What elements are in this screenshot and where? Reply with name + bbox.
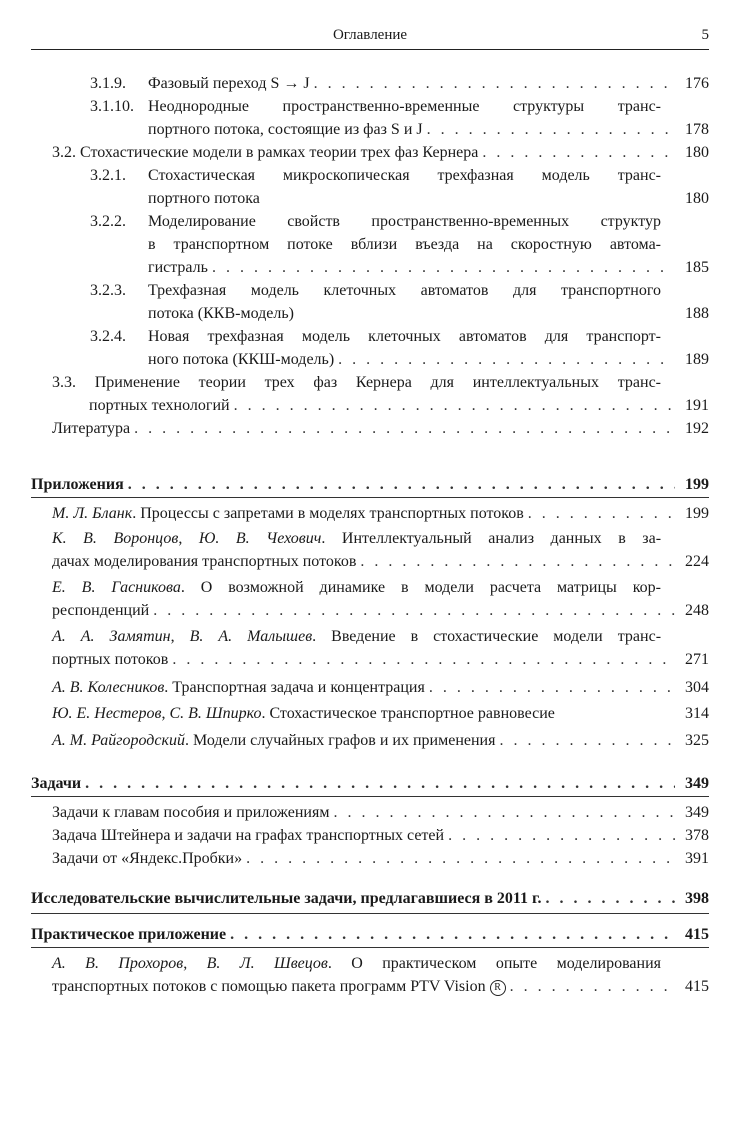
toc-entry-title-line: Новая трехфазная модель клеточных автоматов для транспорт-	[148, 328, 661, 345]
leader-dots	[478, 141, 675, 164]
toc-entry-nesterov[interactable]	[52, 702, 709, 725]
toc-entry-page: 349	[685, 804, 709, 821]
toc-entry-title-line	[52, 952, 661, 975]
toc-entry-page: 271	[685, 651, 709, 668]
toc-entry-yandex[interactable]	[52, 847, 709, 870]
toc-entry-title-line: Неоднородные пространственно-временные структуры транс-	[148, 98, 661, 115]
toc-entry-number: 3.2.2.	[90, 213, 126, 230]
toc-entry-title: . Модели случайных графов и их применения	[184, 732, 496, 749]
entry-author: К. В. Воронцов	[52, 530, 179, 547]
toc-entry-kolesnikov[interactable]	[52, 676, 709, 699]
toc-entry-page: 248	[685, 602, 709, 619]
toc-entry-title: портного потока, состоящие из фаз S и J	[148, 121, 423, 138]
toc-entry-title: Литература	[52, 420, 131, 437]
toc-section-research[interactable]	[31, 887, 709, 910]
toc-section-practical[interactable]	[31, 923, 709, 946]
toc-entry-page: 192	[685, 420, 709, 437]
toc-entry-prokhorov[interactable]	[52, 975, 709, 998]
leader-dots	[208, 256, 675, 279]
section-divider	[31, 796, 709, 797]
toc-entry-page: 415	[685, 978, 709, 995]
entry-author: А. А. Замятин	[52, 628, 171, 645]
toc-section-title: Задачи	[31, 775, 82, 792]
toc-entry-title: портных потоков	[52, 651, 169, 668]
toc-entry-3-2-1[interactable]	[148, 187, 709, 210]
toc-entry-page: 185	[685, 259, 709, 276]
toc-entry-title: Задача Штейнера и задачи на графах транспортных сетей	[52, 827, 445, 844]
toc-entry-tasks-chapters[interactable]	[52, 801, 709, 824]
toc-entry-3-1-10[interactable]	[148, 118, 709, 141]
toc-entry-title: . О возможной динамике в модели расчета матрицы кор-	[180, 579, 662, 596]
leader-dots	[356, 550, 675, 573]
toc-entry-literature[interactable]	[52, 417, 709, 440]
toc-entry-title: Фазовый переход S → J	[148, 75, 310, 92]
toc-section-page: 398	[685, 890, 709, 907]
toc-entry-page: 314	[685, 705, 709, 722]
toc-entry-title-line: Трехфазная модель клеточных автоматов для транспортного	[148, 282, 661, 299]
toc-entry-title-line	[52, 576, 661, 599]
toc-entry-3-3[interactable]	[89, 394, 709, 417]
toc-entry-page: 180	[685, 144, 709, 161]
toc-entry-3-2-4[interactable]	[148, 348, 709, 371]
toc-entry-page: 304	[685, 679, 709, 696]
section-divider	[31, 947, 709, 948]
toc-entry-title: . Процессы с запретами в моделях транспортных потоков	[132, 505, 524, 522]
leader-dots	[168, 648, 675, 671]
toc-entry-title: транспортных потоков с помощью пакета программ PTV Vision	[52, 978, 486, 995]
leader-dots	[524, 502, 675, 525]
toc-entry-title-line: Стохастическая микроскопическая трехфазная модель транс-	[148, 167, 661, 184]
leader-dots	[130, 417, 675, 440]
toc-section-page: 349	[685, 775, 709, 792]
toc-entry-title-line: в транспортном потоке вблизи въезда на скоростную автома-	[148, 236, 661, 253]
toc-entry-number: 3.2.4.	[90, 328, 126, 345]
toc-entry-title: портного потока	[148, 190, 260, 207]
toc-entry-title: . О практическом опыте моделирования	[327, 955, 661, 972]
section-divider	[31, 497, 709, 498]
leader-dots	[506, 975, 675, 998]
author-separator: ,	[183, 955, 207, 972]
toc-entry-number: 3.1.9.	[90, 75, 126, 92]
toc-entry-title: гистраль	[148, 259, 208, 276]
author-separator: ,	[170, 628, 190, 645]
toc-entry-title: 3.2. Стохастические модели в рамках теории трех фаз Кернера	[52, 144, 479, 161]
leader-dots	[425, 676, 675, 699]
leader-dots	[149, 599, 675, 622]
toc-entry-title-line: 3.3. Применение теории трех фаз Кернера для интеллектуальных транс-	[52, 374, 661, 391]
leader-dots	[226, 923, 675, 946]
toc-entry-number: 3.1.10.	[90, 98, 134, 115]
toc-entry-blank[interactable]	[52, 502, 709, 525]
toc-entry-title: ного потока (ККШ-модель)	[148, 351, 335, 368]
entry-author: Ю. В. Чехович	[198, 530, 322, 547]
toc-section-tasks[interactable]	[31, 772, 709, 795]
toc-section-page: 415	[685, 926, 709, 943]
leader-dots	[124, 473, 675, 496]
toc-section-title: Практическое приложение	[31, 926, 227, 943]
entry-author: А. В. Колесников	[52, 679, 165, 696]
toc-entry-title-line	[52, 625, 661, 648]
leader-dots	[541, 887, 675, 910]
toc-entry-page: 180	[685, 190, 709, 207]
toc-entry-page: 391	[685, 850, 709, 867]
toc-entry-3-1-9[interactable]	[148, 72, 709, 95]
toc-entry-3-2-2[interactable]	[148, 256, 709, 279]
author-separator: ,	[161, 705, 170, 722]
author-separator: ,	[178, 530, 199, 547]
leader-dots	[329, 801, 675, 824]
entry-author: С. В. Шпирко	[169, 705, 262, 722]
toc-entry-title: портных технологий	[89, 397, 230, 414]
toc-entry-title: . Стохастическое транспортное равновесие	[261, 705, 555, 722]
toc-entry-vorontsov[interactable]	[52, 550, 709, 573]
toc-entry-page: 199	[685, 505, 709, 522]
registered-mark-icon: R	[490, 980, 506, 996]
entry-author: М. Л. Бланк	[52, 505, 133, 522]
toc-entry-page: 176	[685, 75, 709, 92]
toc-entry-page: 191	[685, 397, 709, 414]
toc-entry-page: 378	[685, 827, 709, 844]
toc-entry-title: дачах моделирования транспортных потоков	[52, 553, 357, 570]
leader-dots	[230, 394, 675, 417]
toc-entry-title: . Введение в стохастические модели транс-	[312, 628, 662, 645]
toc-entry-3-2-3[interactable]	[148, 302, 709, 325]
leader-dots	[81, 772, 675, 795]
entry-author: Е. В. Гасникова	[52, 579, 181, 596]
entry-author: Ю. Е. Нестеров	[52, 705, 162, 722]
toc-entry-gasnikova[interactable]	[52, 599, 709, 622]
leader-dots	[444, 824, 675, 847]
leader-dots	[334, 348, 675, 371]
toc-section-title: Исследовательские вычислительные задачи, предлагавшиеся в 2011 г.	[31, 890, 542, 907]
toc-entry-number: 3.2.3.	[90, 282, 126, 299]
toc-entry-title: Задачи к главам пособия и приложениям	[52, 804, 330, 821]
toc-entry-page: 178	[685, 121, 709, 138]
toc-entry-page: 188	[685, 305, 709, 322]
toc-entry-title: Задачи от «Яндекс.Пробки»	[52, 850, 243, 867]
section-divider	[31, 913, 709, 914]
leader-dots	[310, 72, 675, 95]
running-header	[31, 27, 709, 50]
toc-entry-raigorodsky[interactable]	[52, 729, 709, 752]
leader-dots	[495, 729, 675, 752]
toc-entry-zamyatin[interactable]	[52, 648, 709, 671]
entry-author: А. М. Райгородский	[52, 732, 185, 749]
toc-entry-3-2[interactable]	[52, 141, 709, 164]
toc-entry-title: потока (ККВ-модель)	[148, 305, 294, 322]
toc-entry-title-line	[52, 527, 661, 550]
toc-section-appendices[interactable]	[31, 473, 709, 496]
toc-entry-title: . Транспортная задача и концентрация	[164, 679, 425, 696]
toc-entry-title: респонденций	[52, 602, 150, 619]
toc-entry-title-line: Моделирование свойств пространственно-временных структур	[148, 213, 661, 230]
toc-section-page: 199	[685, 476, 709, 493]
toc-section-title: Приложения	[31, 476, 124, 493]
leader-dots	[242, 847, 675, 870]
toc-entry-page: 189	[685, 351, 709, 368]
entry-author: А. В. Прохоров	[52, 955, 184, 972]
header-title: Оглавление	[332, 27, 408, 43]
entry-author: В. Л. Швецов	[206, 955, 328, 972]
toc-entry-title: . Интеллектуальный анализ данных в за-	[321, 530, 662, 547]
toc-entry-page: 224	[685, 553, 709, 570]
toc-entry-steiner[interactable]	[52, 824, 709, 847]
leader-dots	[423, 118, 675, 141]
header-page-number: 5	[701, 27, 709, 43]
toc-entry-page: 325	[685, 732, 709, 749]
entry-author: В. А. Малышев	[189, 628, 313, 645]
toc-entry-number: 3.2.1.	[90, 167, 126, 184]
